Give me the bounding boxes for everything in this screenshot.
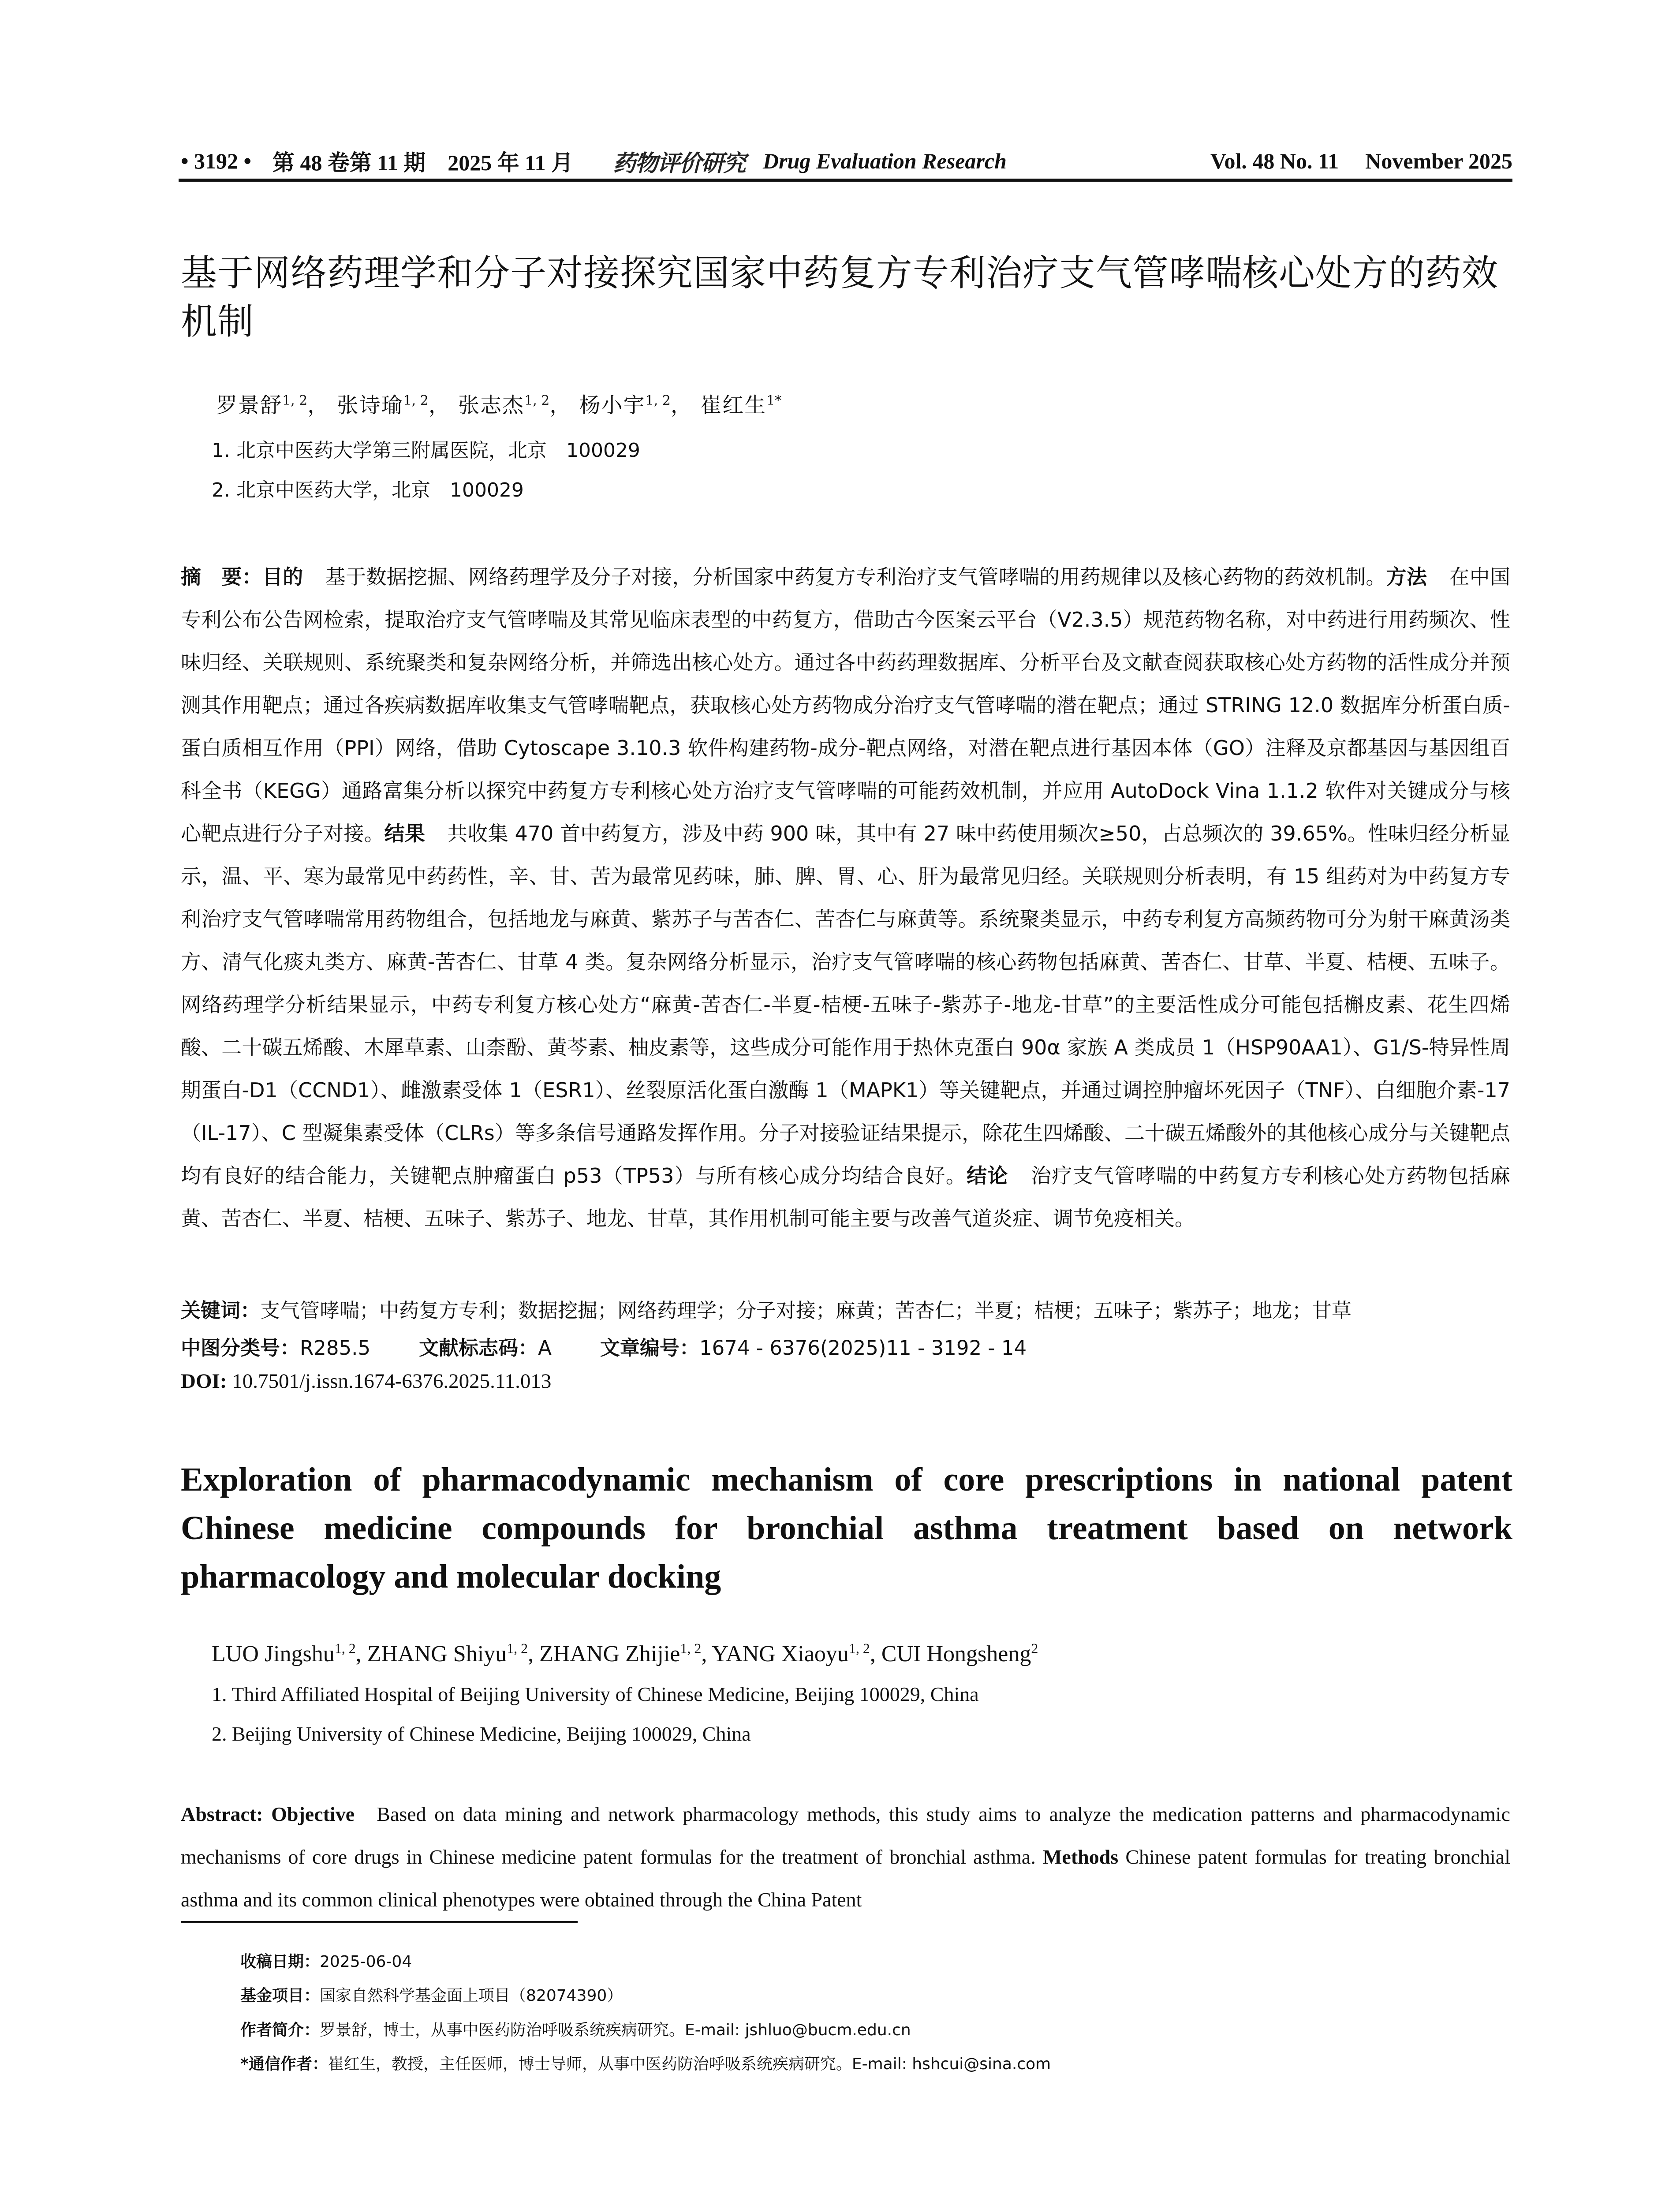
affiliation-cn: 1. 北京中医药大学第三附属医院，北京 100029 — [212, 439, 640, 462]
classification-line — [181, 1332, 1027, 1360]
affiliation-en: 1. Third Affiliated Hospital of Beijing University of Chinese Medicine, Beijing 100029, China — [212, 1683, 979, 1705]
author-en: ZHANG Zhijie$^{1, 2}$, — [539, 1641, 712, 1667]
doc-code-value: A — [538, 1336, 552, 1360]
header-rule — [179, 179, 1512, 182]
footnote-author-bio: 作者简介：罗景舒，博士，从事中医药防治呼吸系统疾病研究。E-mail: jshluo@bucm.edu.cn — [240, 2021, 911, 2039]
clc-value: R285.5 — [300, 1336, 371, 1360]
article-no-label: 文章编号： — [600, 1336, 699, 1360]
running-head — [181, 143, 1512, 179]
footnote-funding: 基金项目：国家自然科学基金面上项目（82074390） — [240, 1987, 623, 2005]
page-number: • 3192 • — [181, 149, 252, 173]
author-cn: 崔红生$^{1*}$ — [700, 393, 782, 418]
clc-label: 中图分类号： — [181, 1336, 300, 1360]
methods-en-label: Methods — [1042, 1846, 1119, 1868]
abstract-en-label: Abstract: Objective — [181, 1803, 355, 1825]
doi-value[interactable]: 10.7501/j.issn.1674-6376.2025.11.013 — [232, 1370, 552, 1393]
conclusion-label: 结论 — [967, 1164, 1008, 1188]
author-en: LUO Jingshu$^{1, 2}$, — [212, 1641, 367, 1667]
conclusion-text: 治疗支气管哮喘的中药复方专利核心处方药物包括麻黄、苦杏仁、半夏、桔梗、五味子、紫苏子、地龙、甘草，其作用机制可能主要与改善气道炎症、调节免疫相关。 — [181, 1164, 1511, 1230]
affiliation-cn: 2. 北京中医药大学，北京 100029 — [212, 479, 524, 501]
affiliation-en: 2. Beijing University of Chinese Medicine, Beijing 100029, China — [212, 1723, 751, 1745]
methods-en-text: Chinese patent formulas for treating bronchial asthma and its common clinical phenotypes were obtained through the China Patent — [181, 1846, 1510, 1911]
methods-text: 在中国专利公布公告网检索，提取治疗支气管哮喘及其常见临床表型的中药复方，借助古今医案云平台（V2.3.5）规范药物名称，对中药进行用药频次、性味归经、关联规则、系统聚类和复杂网络分析，并筛选出核心处方。通过各中药药理数据库、分析平台及文献查阅获取核心处方药物的活性成分并预测其作用靶点；通过各疾病数据库收集支气管哮喘靶点，获取核心处方药物成分治疗支气管哮喘的潜在靶点；通过 STRING 12.0 数据库分析蛋白质-蛋白质相互作用（PPI）网络，借助 Cytoscape 3.10.3 软件构建药物-成分-靶点网络，对潜在靶点进行基因本体（GO）注释及京都基因与基因组百科全书（KEGG）通路富集分析以探究中药复方专利核心处方治疗支气管哮喘的可能药效机制，并应用 AutoDock Vina 1.1.2 软件对关键成分与核心靶点进行分子对接。 — [181, 565, 1510, 845]
article-title-cn: 基于网络药理学和分子对接探究国家中药复方专利治疗支气管哮喘核心处方的药效机制 — [181, 252, 1499, 343]
author-en: CUI Hongsheng$^2$ — [881, 1641, 1038, 1667]
article-no-value: 1674 - 6376(2025)11 - 3192 - 14 — [699, 1336, 1027, 1360]
objective-label: 目的 — [262, 565, 303, 589]
article-title-en: Exploration of pharmacodynamic mechanism of core prescriptions in national patent Chinese medicine compounds for bronchial asthma treatment based on network pharmacology and molecular docking — [181, 1461, 1512, 1595]
author-cn: 罗景舒$^{1, 2}$， — [216, 393, 330, 418]
footnote-received: 收稿日期：2025-06-04 — [240, 1953, 412, 1971]
issue-date-en: November 2025 — [1365, 149, 1512, 173]
methods-label: 方法 — [1386, 565, 1427, 589]
footnote-rule — [181, 1921, 578, 1923]
author-cn: 张诗瑜$^{1, 2}$， — [337, 393, 451, 418]
doi-line — [181, 1369, 551, 1393]
author-cn: 杨小宇$^{1, 2}$， — [579, 393, 693, 418]
journal-name-en: Drug Evaluation Research — [763, 149, 1007, 173]
keywords-label: 关键词： — [181, 1299, 261, 1322]
abstract-en — [181, 1793, 1510, 1921]
doi-label: DOI: — [181, 1370, 227, 1393]
journal-logo: 药物评价研究 — [613, 149, 746, 177]
author-en: YANG Xiaoyu$^{1, 2}$, — [712, 1641, 881, 1667]
keywords-cn — [181, 1294, 1510, 1323]
objective-en-text: Based on data mining and network pharmacology methods, this study aims to analyze the medication patterns and pharmacodynamic mechanisms of core drugs in Chinese medicine patent formulas for the treatment of bronchial asthma. — [181, 1803, 1510, 1868]
footnote-corresponding: *通信作者：崔红生，教授，主任医师，博士导师，从事中医药防治呼吸系统疾病研究。E-mail: hshcui@sina.com — [240, 2055, 1051, 2073]
author-list-en — [212, 1641, 1038, 1667]
abstract-cn — [181, 556, 1510, 1240]
results-label: 结果 — [384, 822, 426, 845]
author-cn: 张志杰$^{1, 2}$， — [458, 393, 572, 418]
author-list-cn — [216, 388, 781, 419]
volume-issue-cn: 第 48 卷第 11 期 2025 年 11 月 — [273, 150, 573, 175]
author-en: ZHANG Shiyu$^{1, 2}$, — [367, 1641, 540, 1667]
objective-text: 基于数据挖掘、网络药理学及分子对接，分析国家中药复方专利治疗支气管哮喘的用药规律以及核心药物的药效机制。 — [325, 565, 1386, 589]
volume-issue-en: Vol. 48 No. 11 — [1210, 149, 1339, 173]
keywords-text: 支气管哮喘；中药复方专利；数据挖掘；网络药理学；分子对接；麻黄；苦杏仁；半夏；桔梗；五味子；紫苏子；地龙；甘草 — [260, 1299, 1352, 1322]
results-text: 共收集 470 首中药复方，涉及中药 900 味，其中有 27 味中药使用频次≥50，占总频次的 39.65%。性味归经分析显示，温、平、寒为最常见中药药性，辛、甘、苦为最常见药味，肺、脾、胃、心、肝为最常见归经。关联规则分析表明，有 15 组药对为中药复方专利治疗支气管哮喘常用药物组合，包括地龙与麻黄、紫苏子与苦杏仁、苦杏仁与麻黄等。系统聚类显示，中药专利复方高频药物可分为射干麻黄汤类方、清气化痰丸类方、麻黄-苦杏仁、甘草 4 类。复杂网络分析显示，治疗支气管哮喘的核心药物包括麻黄、苦杏仁、甘草、半夏、桔梗、五味子。网络药理学分析结果显示，中药专利复方核心处方“麻黄-苦杏仁-半夏-桔梗-五味子-紫苏子-地龙-甘草”的主要活性成分可能包括槲皮素、花生四烯酸、二十碳五烯酸、木犀草素、山柰酚、黄芩素、柚皮素等，这些成分可能作用于热休克蛋白 90α 家族 A 类成员 1（HSP90AA1）、G1/S-特异性周期蛋白-D1（CCND1）、雌激素受体 1（ESR1）、丝裂原活化蛋白激酶 1（MAPK1）等关键靶点，并通过调控肿瘤坏死因子（TNF）、白细胞介素-17（IL-17）、C 型凝集素受体（CLRs）等多条信号通路发挥作用。分子对接验证结果提示，除花生四烯酸、二十碳五烯酸外的其他核心成分与关键靶点均有良好的结合能力，关键靶点肿瘤蛋白 p53（TP53）与所有核心成分均结合良好。 — [181, 822, 1511, 1188]
abstract-label: 摘 要： — [181, 565, 263, 589]
doc-code-label: 文献标志码： — [419, 1336, 538, 1360]
